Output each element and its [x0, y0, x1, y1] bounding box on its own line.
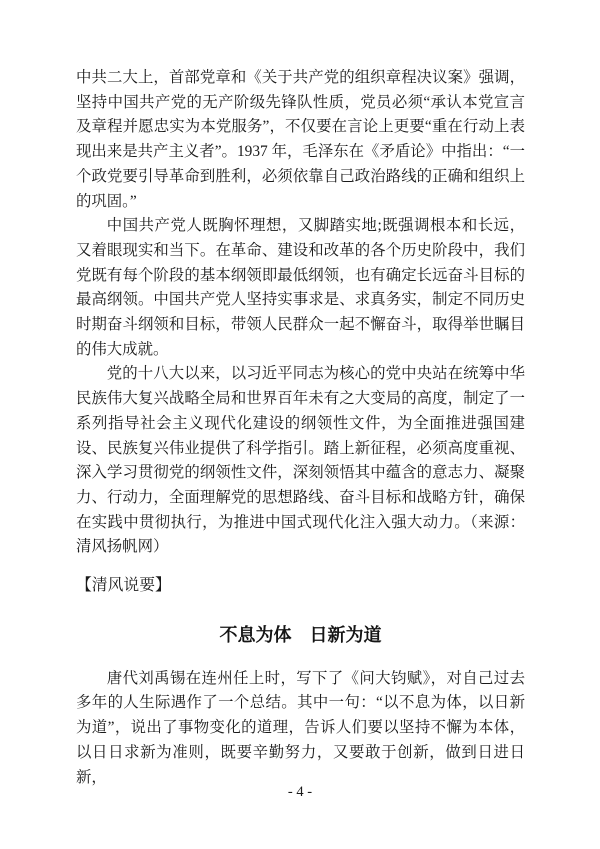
body-paragraphs	[76, 66, 525, 560]
page-number: - 4 -	[287, 784, 313, 800]
paragraph: 党的十八大以来，以习近平同志为核心的党中央站在统筹中华民族伟大复兴战略全局和世界百年未有之大变局的高度，制定了一系列指导社会主义现代化建设的纲领性文件，为全面推进强国建设、民族复兴伟业提供了科学指引。踏上新征程，必须高度重视、深入学习贯彻党的纲领性文件，深刻领悟其中蕴含的意志力、凝聚力、行动力，全面理解党的思想路线、奋斗目标和战略方针，确保在实践中贯彻执行，为推进中国式现代化注入强大动力。（来源：清风扬帆网）	[76, 365, 525, 556]
paragraph: 中共二大上，首部党章和《关于共产党的组织章程决议案》强调，坚持中国共产党的无产阶级先锋队性质，党员必须“承认本党宣言及章程并愿忠实为本党服务”，不仅要在言论上更要“重在行动上表现出来是共产主义者”。1937 年，毛泽东在《矛盾论》中指出：“一个政党要引导革命到胜利，必须依靠自己政治路线的正确和组织上的巩固。”	[76, 69, 525, 210]
paragraph: 唐代刘禹锡在连州任上时，写下了《问大钧赋》，对自己过去多年的人生际遇作了一个总结。其中一句：“以不息为体，以日新为道”，说出了事物变化的道理，告诉人们要以坚持不懈为本体，以日日求新为准则，既要辛勤努力，又要敢于创新，做到日进日新，	[76, 669, 525, 786]
section-heading: 【清风说要】	[76, 577, 171, 595]
page-content	[76, 66, 525, 790]
paragraph: 中国共产党人既胸怀理想，又脚踏实地;既强调根本和长远，又着眼现实和当下。在革命、建设和改革的各个历史阶段中，我们党既有每个阶段的基本纲领即最低纲领，也有确定长远奋斗目标的最高纲领。中国共产党人坚持实事求是、求真务实，制定不同历史时期奋斗纲领和目标，带领人民群众一起不懈奋斗，取得举世瞩目的伟大成就。	[76, 217, 525, 358]
article-title: 不息为体 日新为道	[219, 624, 382, 645]
article-paragraphs	[76, 667, 525, 791]
